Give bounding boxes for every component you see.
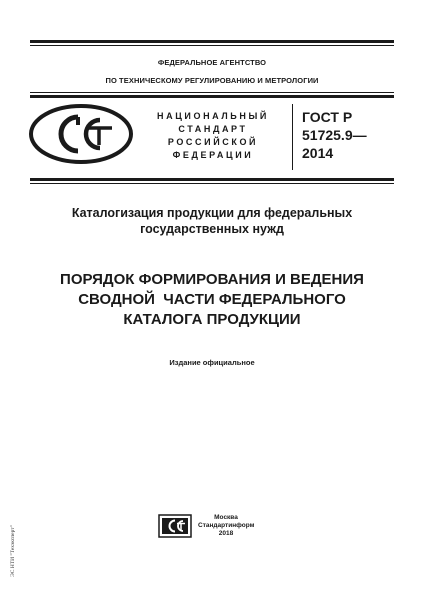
standartinform-logo-icon bbox=[158, 514, 192, 538]
gost-line-1: ГОСТ Р bbox=[302, 109, 353, 125]
publisher-city: Москва bbox=[214, 514, 238, 521]
agency-rule-thin bbox=[30, 92, 394, 93]
subtitle-line-1: Каталогизация продукции для федеральных bbox=[71, 206, 353, 220]
gost-designation bbox=[302, 108, 367, 162]
header-rule-thin bbox=[30, 183, 394, 184]
gost-line-3: 2014 bbox=[302, 145, 334, 161]
gost-line-2: 51725.9— bbox=[302, 127, 367, 143]
standard-type-line-3: РОССИЙСКОЙ bbox=[167, 137, 259, 147]
gost-r-certification-mark-icon bbox=[28, 103, 134, 165]
header-rule-thick bbox=[30, 178, 394, 181]
agency-rule-thick bbox=[30, 95, 394, 98]
document-title bbox=[30, 270, 394, 330]
title-line-1: ПОРЯДОК ФОРМИРОВАНИЯ И ВЕДЕНИЯ bbox=[60, 271, 364, 288]
publisher-name: Стандартинформ bbox=[198, 522, 255, 529]
subtitle-line-2: государственных нужд bbox=[140, 222, 284, 236]
agency-line-2: ПО ТЕХНИЧЕСКОМУ РЕГУЛИРОВАНИЮ И МЕТРОЛОГИИ bbox=[105, 76, 319, 85]
standard-type-line-2: СТАНДАРТ bbox=[178, 124, 248, 134]
title-line-2: СВОДНОЙ ЧАСТИ ФЕДЕРАЛЬНОГО bbox=[78, 291, 346, 308]
publisher-year: 2018 bbox=[218, 530, 234, 537]
top-rule-thick bbox=[30, 40, 394, 43]
standard-type-block bbox=[140, 110, 286, 162]
standard-type-line-4: ФЕДЕРАЦИИ bbox=[172, 150, 254, 160]
header-vertical-separator bbox=[292, 104, 293, 170]
side-watermark: ЭС НТИ "Техэксперт" bbox=[10, 525, 16, 577]
title-line-3: КАТАЛОГА ПРОДУКЦИИ bbox=[123, 311, 301, 328]
agency-line-1: ФЕДЕРАЛЬНОЕ АГЕНТСТВО bbox=[157, 58, 267, 67]
standard-type-line-1: НАЦИОНАЛЬНЫЙ bbox=[157, 111, 269, 121]
document-subtitle bbox=[40, 205, 384, 237]
top-rule-thin bbox=[30, 45, 394, 46]
publisher-block bbox=[198, 514, 254, 538]
edition-label: Издание официальное bbox=[169, 358, 255, 367]
